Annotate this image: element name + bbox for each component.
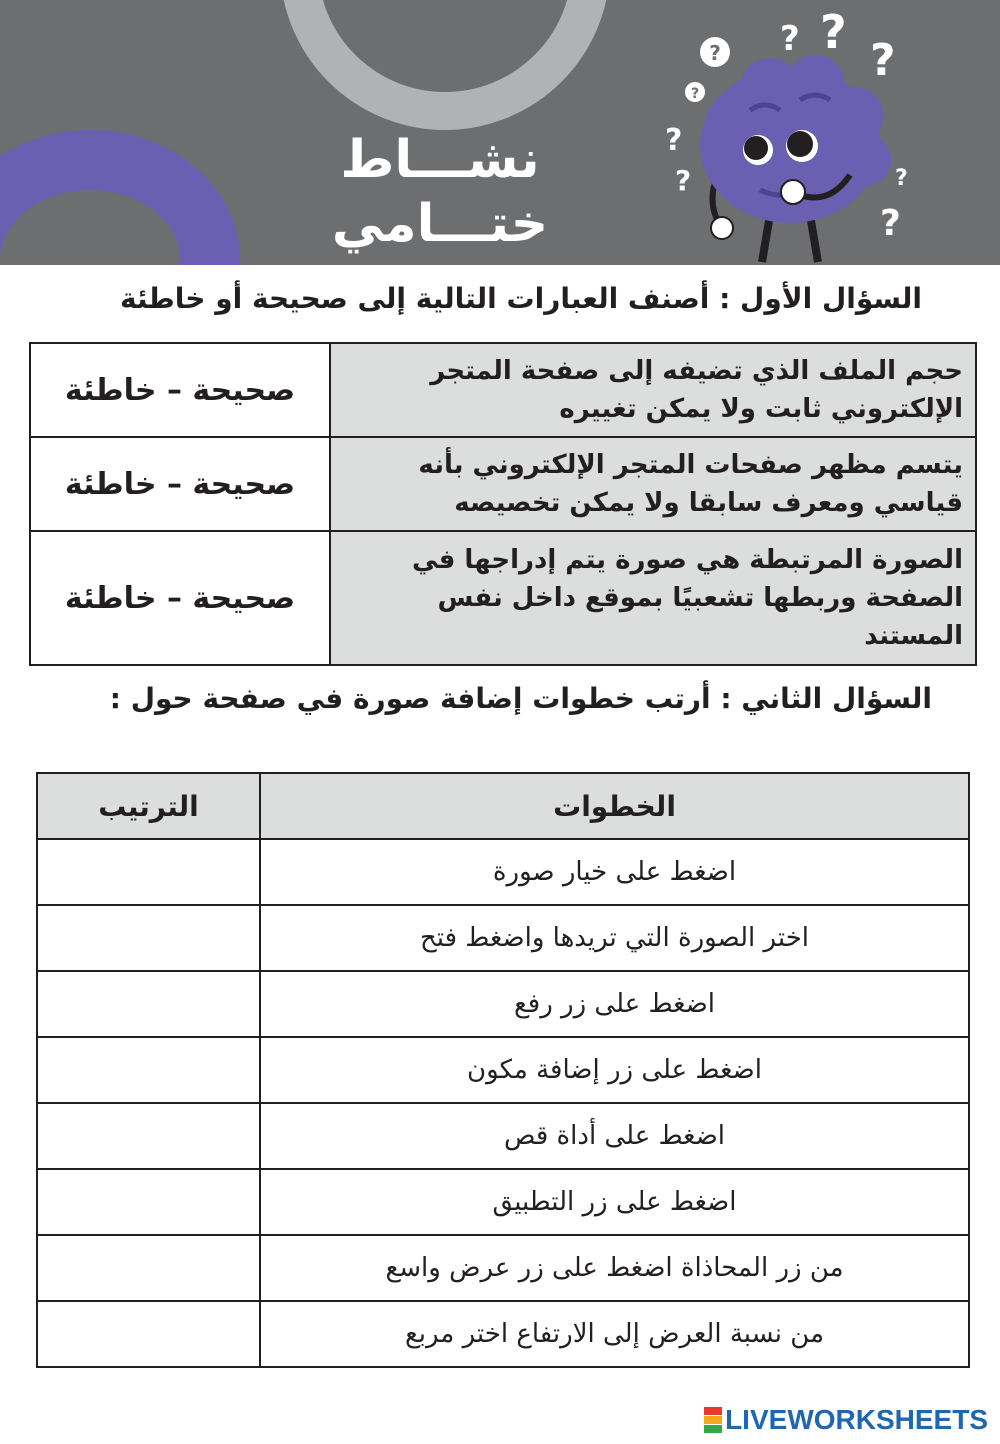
- statement-cell: حجم الملف الذي تضيفه إلى صفحة المتجر الإلكتروني ثابت ولا يمكن تغييره: [330, 343, 976, 437]
- order-input[interactable]: [37, 1169, 260, 1235]
- page-title: نشـــاط ختـــامي: [331, 130, 549, 254]
- table-row: [37, 1235, 969, 1301]
- table-row: [37, 1169, 969, 1235]
- order-input[interactable]: [37, 905, 260, 971]
- step-cell: اضغط على زر التطبيق: [260, 1169, 969, 1235]
- step-cell: اختر الصورة التي تريدها واضغط فتح: [260, 905, 969, 971]
- thinking-brain-icon: [650, 0, 980, 265]
- ordering-table: [36, 772, 970, 1368]
- logo-text: LIVEWORKSHEETS: [725, 1404, 988, 1435]
- liveworksheets-logo[interactable]: [704, 1404, 988, 1436]
- statement-cell: الصورة المرتبطة هي صورة يتم إدراجها في الصفحة وربطها تشعبيًا بموقع داخل نفس المستند: [330, 531, 976, 665]
- svg-text:?: ?: [675, 164, 692, 197]
- step-cell: اضغط على خيار صورة: [260, 839, 969, 905]
- order-input[interactable]: [37, 1103, 260, 1169]
- true-false-options[interactable]: صحيحة – خاطئة: [30, 437, 330, 531]
- svg-text:?: ?: [870, 35, 896, 86]
- table-row: [37, 971, 969, 1037]
- svg-text:?: ?: [820, 5, 847, 59]
- header-banner: [0, 0, 1000, 265]
- step-cell: اضغط على أداة قص: [260, 1103, 969, 1169]
- step-cell: من زر المحاذاة اضغط على زر عرض واسع: [260, 1235, 969, 1301]
- svg-text:?: ?: [665, 123, 683, 158]
- order-header: الترتيب: [37, 773, 260, 839]
- svg-text:?: ?: [780, 19, 800, 59]
- step-cell: اضغط على زر رفع: [260, 971, 969, 1037]
- statement-cell: يتسم مظهر صفحات المتجر الإلكتروني بأنه قياسي ومعرف سابقا ولا يمكن تخصيصه: [330, 437, 976, 531]
- table-row: [37, 839, 969, 905]
- svg-text:?: ?: [880, 203, 901, 244]
- table-row: [37, 1037, 969, 1103]
- order-input[interactable]: [37, 1037, 260, 1103]
- table-row: [37, 1103, 969, 1169]
- table-row: [30, 531, 976, 665]
- decorative-blob: [0, 130, 240, 265]
- steps-header: الخطوات: [260, 773, 969, 839]
- order-input[interactable]: [37, 1235, 260, 1301]
- table-row: [30, 437, 976, 531]
- svg-text:?: ?: [709, 41, 721, 65]
- true-false-options[interactable]: صحيحة – خاطئة: [30, 343, 330, 437]
- table-row: [37, 1301, 969, 1367]
- step-cell: من نسبة العرض إلى الارتفاع اختر مربع: [260, 1301, 969, 1367]
- step-cell: اضغط على زر إضافة مكون: [260, 1037, 969, 1103]
- decorative-ring: [280, 0, 610, 130]
- svg-text:?: ?: [690, 86, 700, 102]
- liveworksheets-logo-icon: [704, 1407, 722, 1434]
- order-input[interactable]: [37, 971, 260, 1037]
- question1-title: السؤال الأول : أصنف العبارات التالية إلى صحيحة أو خاطئة: [120, 282, 922, 315]
- order-input[interactable]: [37, 839, 260, 905]
- table-row: [37, 905, 969, 971]
- svg-text:?: ?: [895, 166, 908, 191]
- order-input[interactable]: [37, 1301, 260, 1367]
- table-row: [30, 343, 976, 437]
- table-header-row: [37, 773, 969, 839]
- true-false-table: [29, 342, 977, 666]
- question2-title: السؤال الثاني : أرتب خطوات إضافة صورة في صفحة حول :: [109, 682, 932, 715]
- true-false-options[interactable]: صحيحة – خاطئة: [30, 531, 330, 665]
